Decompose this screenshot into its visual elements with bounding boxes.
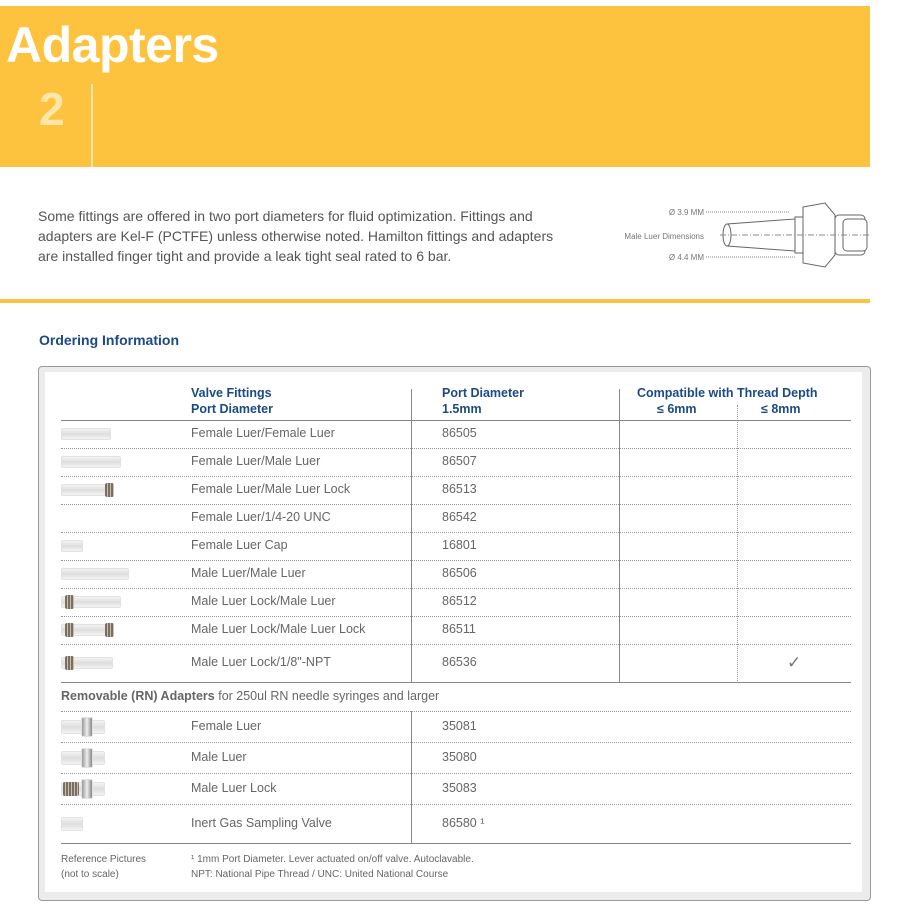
row-divider <box>61 711 851 712</box>
fitting-name: Male Luer Lock/Male Luer <box>191 594 336 608</box>
footnote-line: ¹ 1mm Port Diameter. Lever actuated on/off valve. Autoclavable. <box>191 854 474 865</box>
fitting-name: Female Luer/Female Luer <box>191 426 335 440</box>
row-divider <box>61 742 851 743</box>
fitting-picture <box>61 428 111 440</box>
note-line: (not to scale) <box>61 869 119 880</box>
divider <box>91 84 93 167</box>
header-line: Valve Fittings <box>191 386 272 400</box>
intro-text: Some fittings are offered in two port diameters for fluid optimization. Fittings and adapters are Kel-F (PCTFE) unless otherwise noted. Hamilton fittings and adapters are installed finger tight and provide a leak tight seal rated to 6 bar. <box>38 208 554 264</box>
section-title: Ordering Information <box>39 332 179 348</box>
part-number: 86507 <box>442 454 477 468</box>
row-divider <box>61 560 851 561</box>
part-number: 86542 <box>442 510 477 524</box>
fitting-name: Female Luer/1/4-20 UNC <box>191 510 331 524</box>
fitting-picture <box>61 540 83 552</box>
fitting-name: Female Luer/Male Luer Lock <box>191 482 351 496</box>
row-divider <box>61 588 851 589</box>
header-line: Port Diameter <box>191 402 273 416</box>
adapter-collar-picture <box>81 717 93 737</box>
footnote-line: NPT: National Pipe Thread / UNC: United National Course <box>191 869 449 880</box>
fitting-name: Male Luer Lock/1/8"-NPT <box>191 655 331 669</box>
part-number: 86580 ¹ <box>442 815 485 830</box>
adapter-picture <box>61 817 83 831</box>
footer-rule <box>61 843 851 844</box>
col-divider <box>619 389 620 683</box>
adapter-collar-picture <box>81 748 93 768</box>
knurled-nut-picture <box>105 483 114 497</box>
footnotes <box>191 852 474 882</box>
part-number: 86506 <box>442 566 477 580</box>
note-line: Reference Pictures <box>61 854 147 865</box>
rn-heading-rest: for 250ul RN needle syringes and larger <box>214 689 440 703</box>
ordering-table <box>45 372 862 892</box>
col-divider <box>737 405 738 683</box>
row-divider <box>61 644 851 645</box>
fitting-name: Female Luer/Male Luer <box>191 454 321 468</box>
fitting-picture <box>61 484 111 496</box>
col-header-6mm: ≤ 6mm <box>657 402 697 416</box>
adapter-name: Male Luer Lock <box>191 780 277 795</box>
part-number: 86512 <box>442 594 477 608</box>
header-line: Port Diameter <box>442 386 524 400</box>
adapter-collar-picture <box>81 779 93 799</box>
adapter-name: Female Luer <box>191 718 262 733</box>
part-number: 86536 <box>442 655 477 669</box>
knurled-nut-picture <box>65 595 74 609</box>
header-line: 1.5mm <box>442 402 482 416</box>
fitting-name: Female Luer Cap <box>191 538 288 552</box>
row-divider <box>61 616 851 617</box>
part-number: 16801 <box>442 538 477 552</box>
section-rule <box>61 682 851 683</box>
col-header-part <box>442 385 524 417</box>
row-divider <box>61 773 851 774</box>
knurled-nut-picture <box>105 623 114 637</box>
col-divider <box>411 389 412 683</box>
reference-note <box>61 852 146 882</box>
ordering-table-box <box>38 366 871 901</box>
part-number: 86505 <box>442 426 477 440</box>
check-8mm-icon: ✓ <box>787 653 802 672</box>
knurled-nut-picture <box>65 623 74 637</box>
diameter-bottom-label: Ø 4.4 MM <box>668 253 704 262</box>
col-divider <box>411 711 412 843</box>
part-number: 35083 <box>442 780 477 795</box>
adapter-name: Male Luer <box>191 749 247 764</box>
chapter-number: 2 <box>39 83 65 135</box>
diameter-top-label: Ø 3.9 MM <box>668 208 704 217</box>
row-divider <box>61 532 851 533</box>
row-divider <box>61 476 851 477</box>
knurled-nut-picture <box>65 656 74 670</box>
fitting-name: Male Luer Lock/Male Luer Lock <box>191 622 366 636</box>
row-divider <box>61 448 851 449</box>
row-divider <box>61 504 851 505</box>
rn-section-heading <box>61 689 439 703</box>
part-number: 86511 <box>442 622 476 636</box>
section-rule <box>0 299 870 303</box>
header-rule <box>61 420 851 421</box>
col-header-thread-depth: Compatible with Thread Depth <box>637 386 818 400</box>
fitting-name: Male Luer/Male Luer <box>191 566 306 580</box>
fitting-drawing-icon <box>600 195 880 275</box>
row-divider <box>61 804 851 805</box>
fitting-picture <box>61 568 129 580</box>
diagram-label: Male Luer Dimensions <box>624 232 704 241</box>
part-number: 86513 <box>442 482 477 496</box>
male-luer-diagram <box>600 195 880 275</box>
col-header-8mm: ≤ 8mm <box>761 402 801 416</box>
col-header-fittings <box>191 385 273 417</box>
adapter-name: Inert Gas Sampling Valve <box>191 815 332 830</box>
part-number: 35081 <box>442 718 477 733</box>
knurled-nut-picture <box>63 782 79 796</box>
part-number: 35080 <box>442 749 477 764</box>
header-banner <box>0 6 870 167</box>
page-title: Adapters <box>6 17 219 73</box>
rn-heading-bold: Removable (RN) Adapters <box>61 689 215 703</box>
fitting-picture <box>61 456 121 468</box>
